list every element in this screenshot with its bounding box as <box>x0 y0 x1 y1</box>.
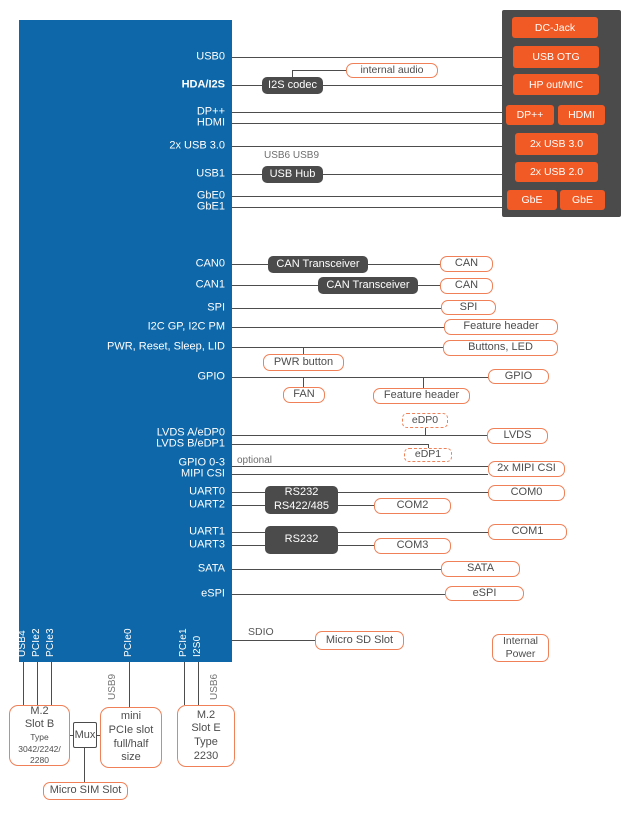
connector-line <box>323 174 502 175</box>
connector-line <box>425 427 426 436</box>
usb-hub-chip <box>262 166 323 183</box>
connector-line <box>232 196 502 197</box>
m2-b-line5: 2280 <box>30 754 49 765</box>
connector-line <box>417 285 440 286</box>
connector-line <box>232 474 488 475</box>
usb2-ports <box>515 162 598 182</box>
connector-line <box>232 174 262 175</box>
connector-line <box>232 569 441 570</box>
com3-connector <box>374 538 451 554</box>
mini-pcie-line2: PCIe slot <box>108 723 154 736</box>
espi-connector <box>445 586 524 601</box>
can-b-label: CAN <box>454 279 479 292</box>
port-pwr: PWR, Reset, Sleep, LID <box>107 340 225 353</box>
port-pcie2: PCIe2 <box>31 628 42 657</box>
usb9-note: USB9 <box>107 673 118 700</box>
connector-line <box>368 264 440 265</box>
spi-connector <box>441 300 496 315</box>
lvds-connector <box>487 428 548 444</box>
connector-line <box>232 505 265 506</box>
micro-sd-label: Micro SD Slot <box>325 633 394 646</box>
connector-line <box>232 640 315 641</box>
m2-b-line3: Type <box>30 732 49 743</box>
can-a-label: CAN <box>454 257 479 270</box>
pwr-button-connector <box>263 354 344 371</box>
connector-line <box>129 662 130 707</box>
hdmi-port <box>558 105 605 125</box>
connector-line <box>232 57 502 58</box>
connector-line <box>37 662 38 705</box>
port-usb1: USB1 <box>196 167 225 180</box>
port-pcie1: PCIe1 <box>178 628 189 657</box>
com0-connector <box>488 485 565 501</box>
optional-note: optional <box>237 455 273 466</box>
connector-line <box>232 112 502 113</box>
connector-line <box>232 285 318 286</box>
feature-header-b-label: Feature header <box>383 389 460 402</box>
port-uart2: UART2 <box>189 498 225 511</box>
m2-e-line1: M.2 <box>196 708 216 721</box>
connector-line <box>323 85 502 86</box>
feature-header-connector-a <box>444 319 558 335</box>
com1-label: COM1 <box>511 525 544 538</box>
port-espi: eSPI <box>201 587 225 600</box>
internal-power-label: Internal Power <box>502 634 539 660</box>
connector-line <box>232 466 488 467</box>
dp-label: DP++ <box>516 109 544 121</box>
connector-line <box>232 207 502 208</box>
connector-line <box>232 435 487 436</box>
connector-line <box>232 545 265 546</box>
mipi-csi-connector <box>488 461 565 477</box>
rs232-chip <box>265 526 338 554</box>
buttons-led-connector <box>443 340 558 356</box>
i2s-codec-label: I2S codec <box>268 78 317 91</box>
connector-line <box>232 308 441 309</box>
port-hdmi: HDMI <box>196 116 225 129</box>
connector-line <box>232 532 265 533</box>
fan-label: FAN <box>293 388 315 401</box>
port-spi: SPI <box>207 301 225 314</box>
connector-line <box>232 594 445 595</box>
mux-label: Mux <box>74 729 96 741</box>
mini-pcie-line4: size <box>121 751 141 764</box>
i2s-codec-chip <box>262 77 323 94</box>
io-panel <box>502 10 621 217</box>
edp0-connector <box>402 413 448 428</box>
connector-line <box>84 748 85 782</box>
rs232-label: RS232 <box>284 486 319 499</box>
rs232-only-label: RS232 <box>284 533 319 546</box>
m2-e-line3: Type <box>194 736 218 748</box>
connector-line <box>232 85 262 86</box>
connector-line <box>292 70 346 71</box>
connector-line <box>338 545 374 546</box>
connector-line <box>232 146 502 147</box>
buttons-led-label: Buttons, LED <box>468 341 533 354</box>
micro-sd-connector <box>315 631 404 650</box>
connector-line <box>232 347 443 348</box>
dp-port <box>506 105 554 125</box>
gpio-label: GPIO <box>504 369 533 382</box>
rs232-rs422-chip <box>265 486 338 514</box>
edp0-label: eDP0 <box>411 413 439 426</box>
connector-line <box>338 505 374 506</box>
connector-line <box>232 264 268 265</box>
m2-slot-e-connector <box>177 705 235 767</box>
can-connector-b <box>440 278 493 294</box>
connector-line <box>23 662 24 705</box>
connector-line <box>232 444 428 445</box>
usb-otg-port <box>513 46 599 68</box>
connector-line <box>51 662 52 705</box>
m2-b-line4: 3042/2242/ <box>18 743 61 754</box>
usb-hub-label: USB Hub <box>269 167 316 180</box>
port-uart0: UART0 <box>189 485 225 498</box>
com3-label: COM3 <box>396 539 429 552</box>
connector-line <box>338 532 488 533</box>
m2-e-line2: Slot E <box>191 722 221 735</box>
lvds-label: LVDS <box>503 429 532 442</box>
can-transceiver-chip-a <box>268 256 368 273</box>
port-can1: CAN1 <box>195 278 225 291</box>
mini-pcie-connector <box>100 707 162 768</box>
connector-line <box>232 377 488 378</box>
can-transceiver-b-label: CAN Transceiver <box>326 278 410 291</box>
m2-slot-b-connector <box>9 705 70 766</box>
espi-label: eSPI <box>472 586 497 599</box>
edp1-label: eDP1 <box>414 448 442 461</box>
port-gpio: GPIO <box>197 370 225 383</box>
port-usb0: USB0 <box>196 50 225 63</box>
port-hda-i2s: HDA/I2S <box>181 78 225 91</box>
port-sata: SATA <box>197 562 225 575</box>
port-lvds-b: LVDS B/eDP1 <box>156 437 225 450</box>
gbe-b-label: GbE <box>571 194 593 206</box>
connector-line <box>232 327 444 328</box>
port-mipi-csi: MIPI CSI <box>180 467 225 480</box>
feature-header-a-label: Feature header <box>463 320 539 333</box>
connector-line <box>232 492 265 493</box>
rs422-485-label: RS422/485 <box>273 500 330 512</box>
port-usb3: 2x USB 3.0 <box>169 139 225 152</box>
internal-power-connector <box>492 634 549 662</box>
sata-label: SATA <box>466 562 495 575</box>
port-lvds-a: LVDS A/eDP0 <box>156 426 225 439</box>
port-pcie0: PCIe0 <box>123 628 134 657</box>
connector-line <box>232 123 502 124</box>
connector-line <box>184 662 185 705</box>
hp-mic-label: HP out/MIC <box>528 78 584 91</box>
port-i2s0: I2S0 <box>192 635 203 657</box>
com2-label: COM2 <box>396 499 429 512</box>
mini-pcie-line1: mini <box>120 710 142 722</box>
usb3-ports <box>515 133 598 155</box>
com2-connector <box>374 498 451 514</box>
port-gbe1: GbE1 <box>196 200 225 213</box>
m2-b-line2: Slot B <box>24 718 55 731</box>
usb6-usb9-note: USB6 USB9 <box>264 150 320 161</box>
com0-label: COM0 <box>510 486 543 499</box>
gbe-port-b <box>560 190 605 210</box>
mini-pcie-line3: full/half <box>113 737 149 750</box>
micro-sim-label: Micro SIM Slot <box>49 784 122 797</box>
m2-b-line1: M.2 <box>30 704 49 717</box>
internal-audio-connector <box>346 63 438 78</box>
port-gbe0: GbE0 <box>196 189 225 202</box>
port-uart1: UART1 <box>189 525 225 538</box>
hdmi-label: HDMI <box>568 109 595 121</box>
mux-chip <box>73 722 97 748</box>
port-usb4: USB4 <box>17 630 28 657</box>
spi-label: SPI <box>459 300 478 313</box>
gbe-a-label: GbE <box>521 194 543 206</box>
can-connector-a <box>440 256 493 272</box>
internal-audio-label: internal audio <box>360 63 424 76</box>
port-uart3: UART3 <box>189 538 225 551</box>
com1-connector <box>488 524 567 540</box>
dc-jack-port <box>512 17 598 38</box>
port-gpio03: GPIO 0-3 <box>178 456 225 469</box>
fan-connector <box>283 387 325 403</box>
port-i2c: I2C GP, I2C PM <box>147 320 225 333</box>
usb-otg-label: USB OTG <box>532 51 580 63</box>
usb2-label: 2x USB 2.0 <box>529 166 584 178</box>
edp1-connector <box>404 448 452 462</box>
connector-line <box>338 492 488 493</box>
connector-line <box>198 662 199 705</box>
port-pcie3: PCIe3 <box>45 628 56 657</box>
sata-connector <box>441 561 520 577</box>
pwr-button-label: PWR button <box>273 355 334 368</box>
can-transceiver-a-label: CAN Transceiver <box>276 257 360 270</box>
usb3-label: 2x USB 3.0 <box>529 138 584 150</box>
gbe-port-a <box>507 190 557 210</box>
micro-sim-connector <box>43 782 128 800</box>
feature-header-connector-b <box>373 388 470 404</box>
port-can0: CAN0 <box>195 257 225 270</box>
sdio-note: SDIO <box>248 626 274 638</box>
gpio-connector <box>488 369 549 384</box>
m2-e-line4: 2230 <box>193 749 219 762</box>
can-transceiver-chip-b <box>318 277 418 294</box>
dc-jack-label: DC-Jack <box>534 21 576 34</box>
mipi-csi-label: 2x MIPI CSI <box>497 462 556 475</box>
hp-mic-port <box>513 74 599 95</box>
usb6-note: USB6 <box>209 673 220 700</box>
port-dp: DP++ <box>196 105 225 118</box>
